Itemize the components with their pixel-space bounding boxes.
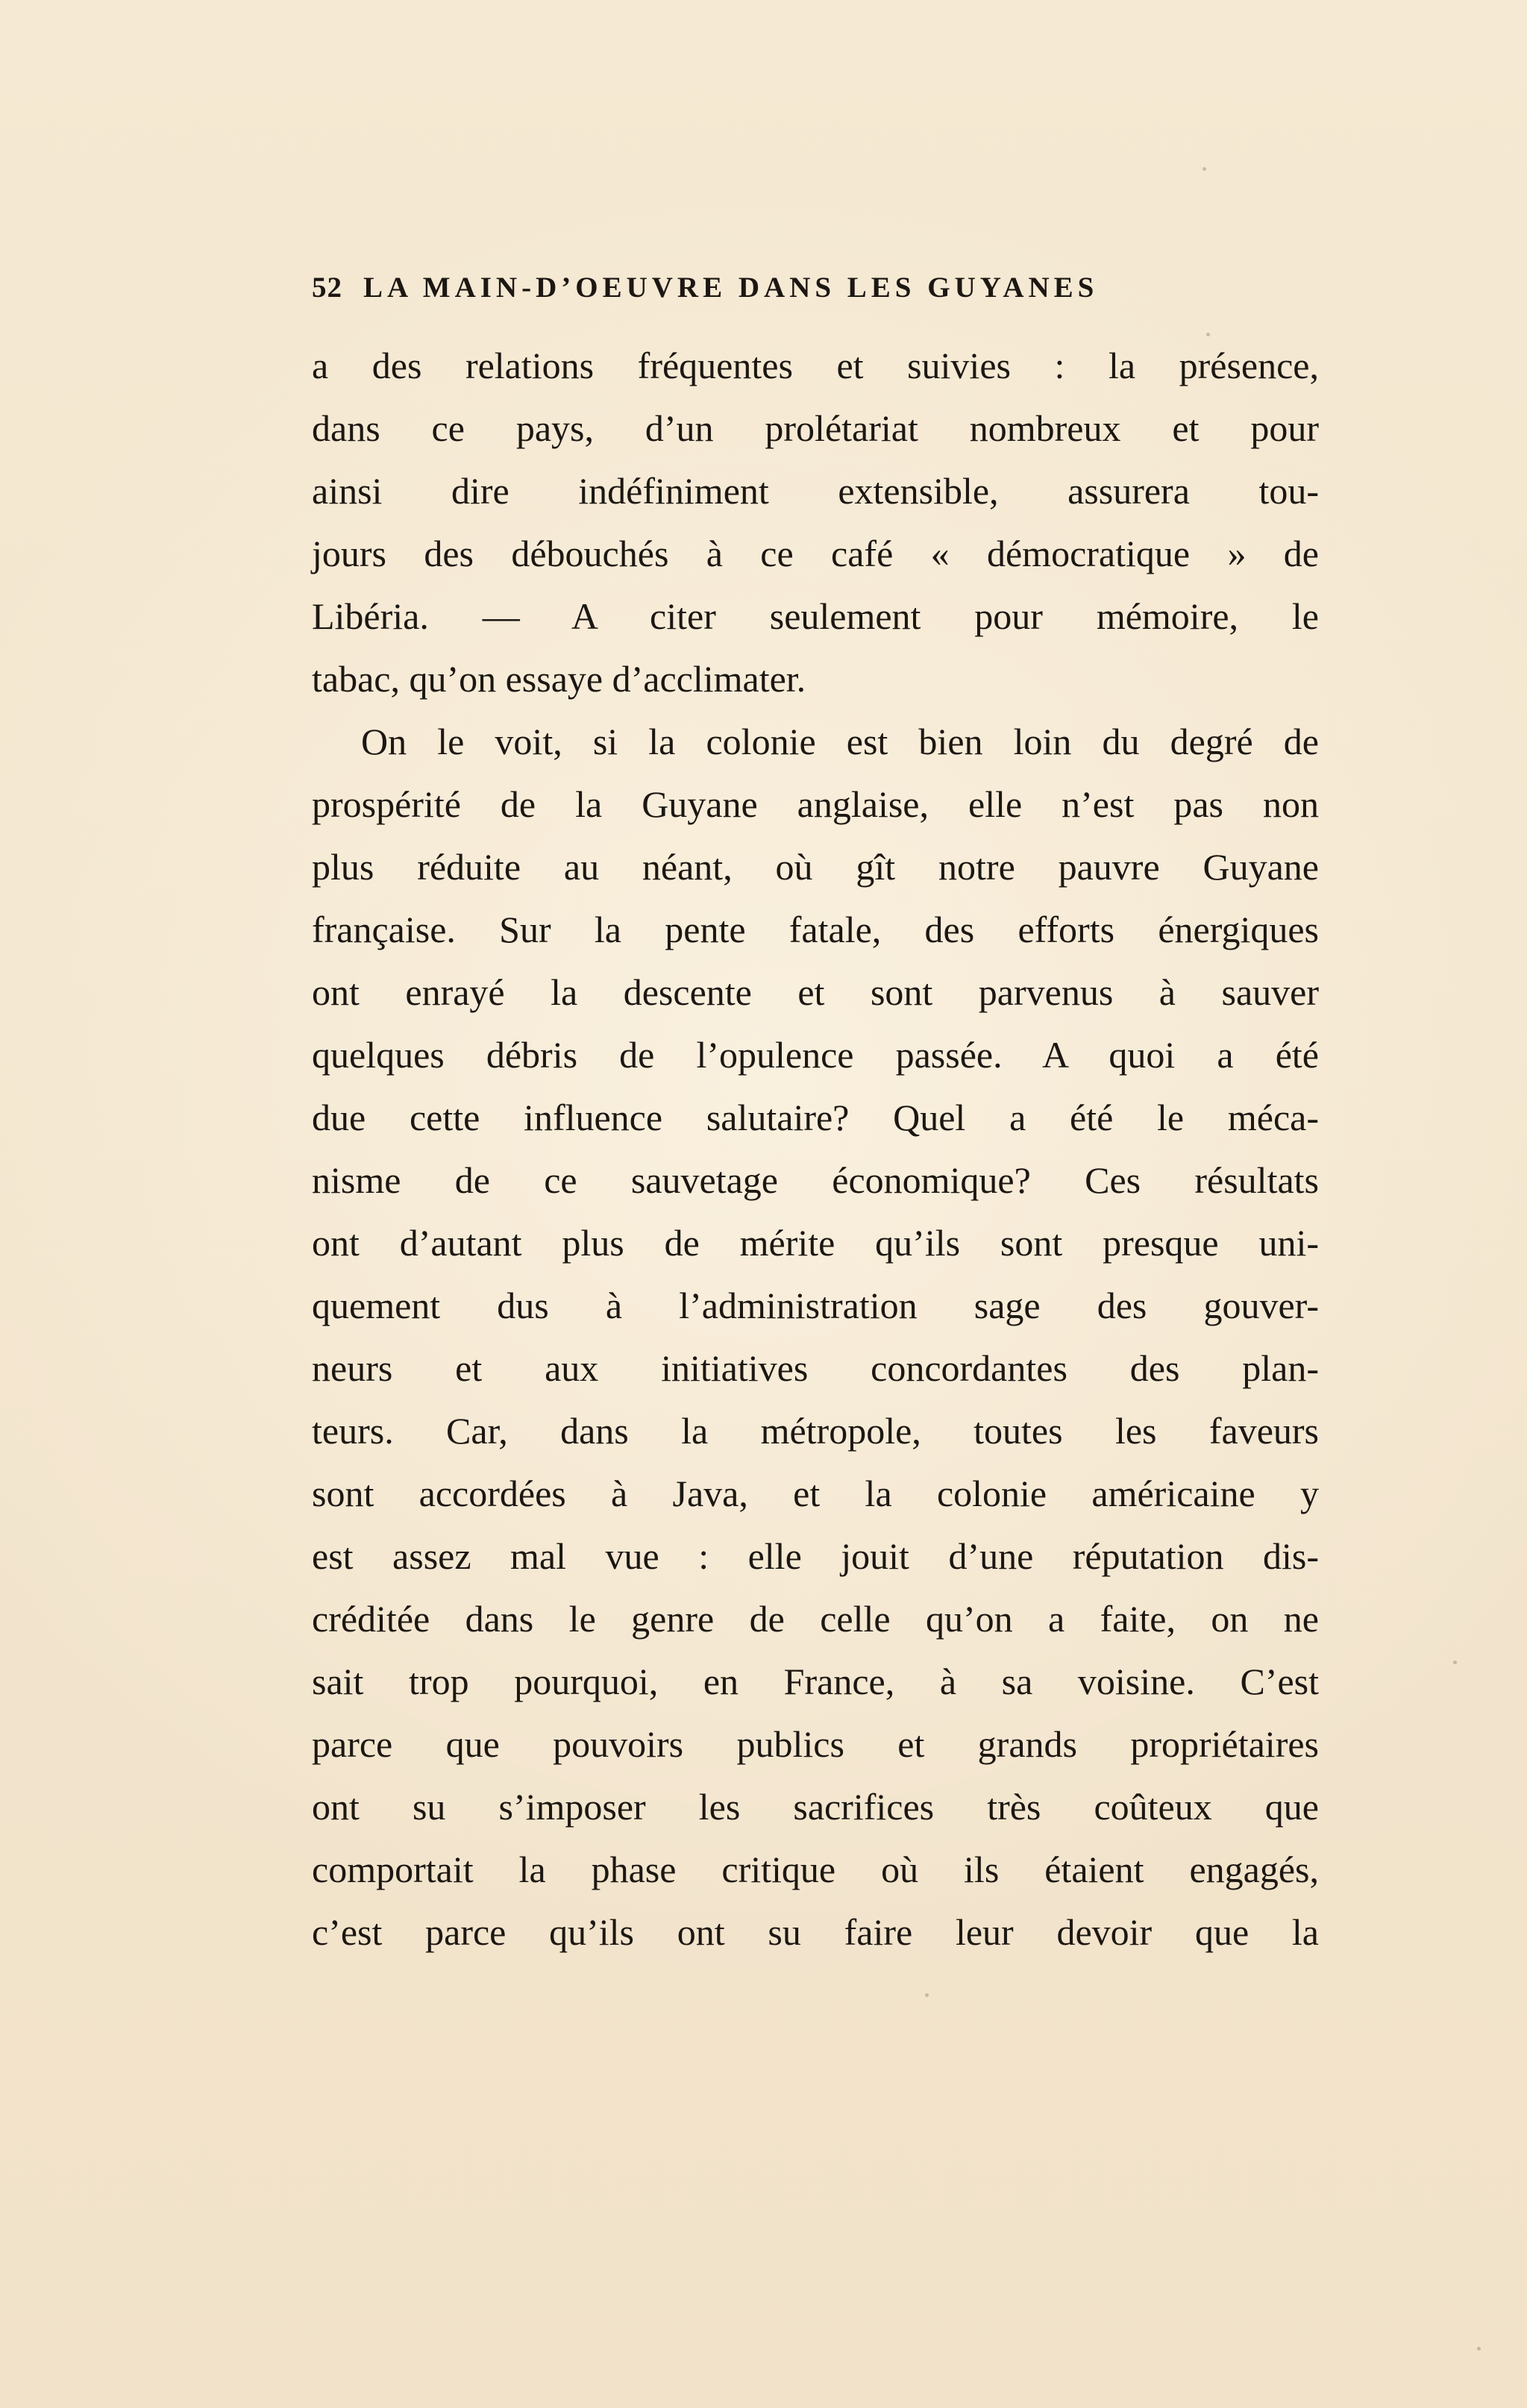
text-line-1: a des relations fréquentes et suivies : la présence, <box>312 345 1319 386</box>
text-line-10: française. Sur la pente fatale, des efforts énergiques <box>312 909 1319 950</box>
text-line-9: plus réduite au néant, où gît notre pauvre Guyane <box>312 846 1319 888</box>
text-line-24: ont su s’imposer les sacrifices très coûteux que <box>312 1786 1319 1828</box>
text-line-3: ainsi dire indéfiniment extensible, assurera tou- <box>312 470 1319 512</box>
running-header <box>312 269 1253 306</box>
text-line-17: neurs et aux initiatives concordantes des plan- <box>312 1347 1319 1389</box>
paper-speck <box>1477 2347 1481 2351</box>
text-line-12: quelques débris de l’opulence passée. A quoi a été <box>312 1034 1319 1076</box>
running-title: LA MAIN-D’OEUVRE DANS LES GUYANES <box>363 271 1099 304</box>
text-line-14: nisme de ce sauvetage économique? Ces résultats <box>312 1159 1319 1201</box>
paper-speck <box>1453 1661 1457 1664</box>
page-number: 52 <box>312 271 342 304</box>
body-text <box>312 334 1319 1963</box>
paper-speck <box>1203 167 1206 171</box>
text-line-21: créditée dans le genre de celle qu’on a faite, on ne <box>312 1598 1319 1640</box>
text-line-22: sait trop pourquoi, en France, à sa voisine. C’est <box>312 1661 1319 1702</box>
paper-speck <box>1206 333 1210 336</box>
text-line-20: est assez mal vue : elle jouit d’une réputation dis- <box>312 1535 1319 1577</box>
text-line-26: c’est parce qu’ils ont su faire leur devoir que la <box>312 1911 1319 1953</box>
text-line-8: prospérité de la Guyane anglaise, elle n’est pas non <box>312 783 1319 825</box>
text-line-23: parce que pouvoirs publics et grands propriétaires <box>312 1723 1319 1765</box>
text-line-11: ont enrayé la descente et sont parvenus à sauver <box>312 971 1319 1013</box>
text-line-25: comportait la phase critique où ils étaient engagés, <box>312 1849 1319 1890</box>
text-line-15: ont d’autant plus de mérite qu’ils sont presque uni- <box>312 1222 1319 1264</box>
text-line-16: quement dus à l’administration sage des gouver- <box>312 1285 1319 1326</box>
text-line-19: sont accordées à Java, et la colonie américaine y <box>312 1473 1319 1514</box>
text-line-5: Libéria. — A citer seulement pour mémoire, le <box>312 595 1319 637</box>
text-line-7: On le voit, si la colonie est bien loin du degré de <box>361 721 1319 762</box>
text-line-4: jours des débouchés à ce café « démocratique » de <box>312 533 1319 574</box>
paper-speck <box>925 1993 929 1997</box>
text-line-18: teurs. Car, dans la métropole, toutes les faveurs <box>312 1410 1319 1452</box>
text-line-6: tabac, qu’on essaye d’acclimater. <box>312 658 806 700</box>
text-line-13: due cette influence salutaire? Quel a été le méca- <box>312 1097 1319 1138</box>
text-line-2: dans ce pays, d’un prolétariat nombreux et pour <box>312 407 1319 449</box>
